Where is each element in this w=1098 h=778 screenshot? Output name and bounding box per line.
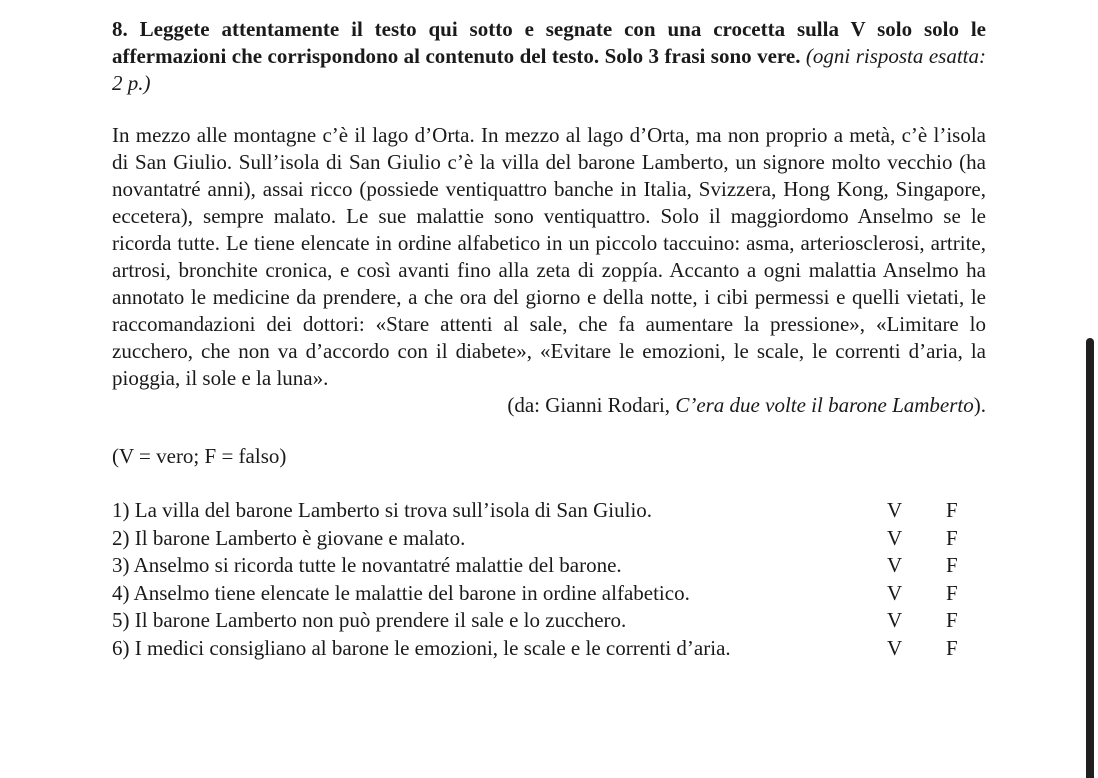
false-option[interactable]: F [946,635,958,660]
exercise-number: 8. [112,17,128,41]
citation-suffix: ). [973,393,986,418]
reading-passage: In mezzo alle montagne c’è il lago d’Orta. In mezzo al lago d’Orta, ma non proprio a metà, c’è l’isola di San Giulio. Sull’isola di San Giulio c’è la villa del barone Lamberto, un signore molto vecchio (ha novantatré anni), assai ricco (possiede ventiquattro banche in Italia, Svizzera, Hong Kong, Singapore, eccetera), sempre malato. Le sue malattie sono ventiquattro. Solo il maggiordomo Anselmo se le ricorda tutte. Le tiene elencate in ordine alfabetico in un piccolo taccuino: asma, arteriosclerosi, artrite, artrosi, bronchite cronica, e così avanti fino alla zeta di zoppía. Accanto a ogni malattia Anselmo ha annotato le medicine da prendere, a che ora del giorno e della notte, i cibi permessi e quelli vietati, le raccomandazioni dei dottori: «Stare attenti al sale, che fa aumentare la pressione», «Limitare lo zucchero, che non va d’accordo con il diabete», «Evitare le emozioni, le scale, le correnti d’aria, la pioggia, il sole e la luna». [112,123,986,391]
exercise-instruction [112,16,986,96]
source-citation [112,392,986,419]
statement-text: 2) Il barone Lamberto è giovane e malato. [112,525,466,550]
vertical-scrollbar[interactable] [1084,0,1098,778]
false-option[interactable]: F [946,525,958,550]
statement-row [112,580,986,608]
statement-text: 4) Anselmo tiene elencate le malattie del barone in ordine alfabetico. [112,580,690,605]
citation-prefix: (da: Gianni Rodari, [507,393,676,418]
false-option[interactable]: F [946,580,958,605]
true-option[interactable]: V [887,608,903,633]
false-option[interactable]: F [946,498,958,523]
statement-list [112,497,986,662]
statement-row [112,607,986,635]
false-option[interactable]: F [946,553,958,578]
true-option[interactable]: V [887,498,903,523]
statement-text: 5) Il barone Lamberto non può prendere il sale e lo zucchero. [112,608,627,633]
true-option[interactable]: V [887,553,903,578]
statement-row [112,497,986,525]
statement-row [112,525,986,553]
statement-text: 1) La villa del barone Lamberto si trova sull’isola di San Giulio. [112,498,653,523]
false-option[interactable]: F [946,608,958,633]
true-option[interactable]: V [887,580,903,605]
true-false-legend: (V = vero; F = falso) [112,444,287,469]
statement-row [112,552,986,580]
points-note: (ogni risposta esatta: 2 p.) [112,43,987,95]
statement-text: 6) I medici consigliano al barone le emozioni, le scale e le correnti d’aria. [112,635,731,660]
true-option[interactable]: V [887,525,903,550]
statement-text: 3) Anselmo si ricorda tutte le novantatré malattie del barone. [112,553,622,578]
statement-row [112,635,986,663]
instruction-text: Leggete attentamente il testo qui sotto e segnate con una crocetta sulla V solo solo le affermazioni che corrispondono al contenuto del testo. Solo 3 frasi sono vere. [112,17,987,68]
true-option[interactable]: V [887,635,903,660]
document-page [112,16,986,662]
scrollbar-thumb[interactable] [1086,338,1094,778]
citation-title: C’era due volte il barone Lamberto [675,393,974,418]
